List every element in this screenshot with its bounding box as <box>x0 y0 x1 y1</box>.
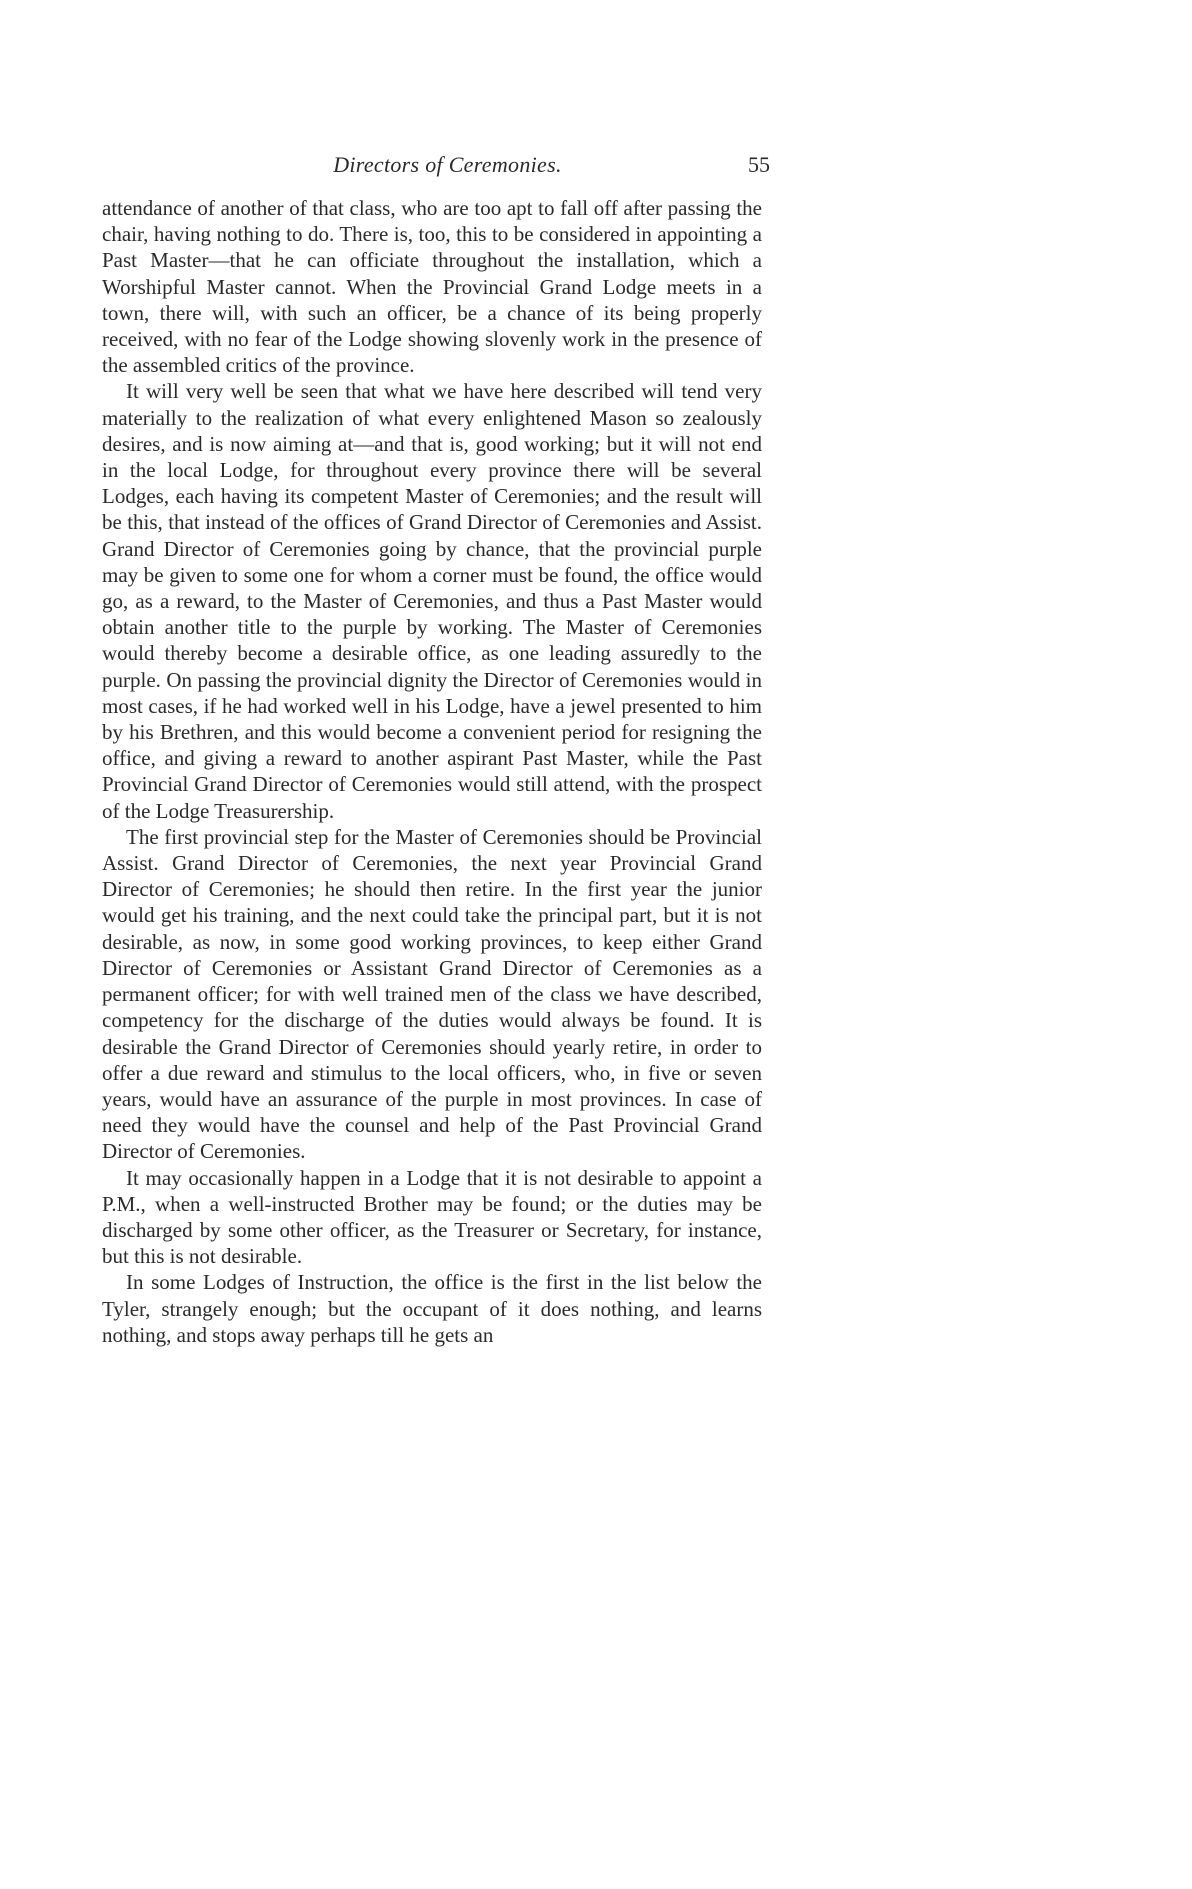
paragraph: In some Lodges of Instruction, the office is the first in the list below the Tyler, strangely enough; but the occupant of it does nothing, and learns nothing, and stops away perhaps till he gets an <box>102 1270 762 1347</box>
paragraph: The first provincial step for the Master of Ceremonies should be Provincial Assist. Grand Director of Ceremonies, the next year Provincial Grand Director of Ceremonies; he should then retire. In the first year the junior would get his training, and the next could take the principal part, but it is not desirable, as now, in some good working provinces, to keep either Grand Director of Ceremonies or Assistant Grand Director of Ceremonies as a permanent officer; for with well trained men of the class we have described, competency for the discharge of the duties would always be found. It is desirable the Grand Director of Ceremonies should yearly retire, in order to offer a due reward and stimulus to the local officers, who, in five or seven years, would have an assurance of the purple in most provinces. In case of need they would have the counsel and help of the Past Provincial Grand Director of Ceremonies. <box>102 824 762 1164</box>
page-number: 55 <box>748 152 770 177</box>
running-title: Directors of Ceremonies. <box>333 152 562 177</box>
page-header <box>125 150 770 180</box>
paragraph: It may occasionally happen in a Lodge that it is not desirable to appoint a P.M., when a well-instructed Brother may be found; or the duties may be discharged by some other officer, as the Treasurer or Secretary, for instance, but this is not desirable. <box>102 1165 762 1269</box>
paragraph: It will very well be seen that what we have here described will tend very materially to the realization of what every enlightened Mason so zealously desires, and is now aiming at—and that is, good working; but it will not end in the local Lodge, for throughout every province there will be several Lodges, each having its competent Master of Ceremonies; and the result will be this, that instead of the offices of Grand Director of Ceremonies and Assist. Grand Director of Ceremonies going by chance, that the provincial purple may be given to some one for whom a corner must be found, the office would go, as a reward, to the Master of Ceremonies, and thus a Past Master would obtain another title to the purple by working. The Master of Ceremonies would thereby become a desirable office, as one leading assuredly to the purple. On passing the provincial dignity the Director of Ceremonies would in most cases, if he had worked well in his Lodge, have a jewel presented to him by his Brethren, and this would become a convenient period for resigning the office, and giving a reward to another aspirant Past Master, while the Past Provincial Grand Director of Ceremonies would still attend, with the prospect of the Lodge Treasurership. <box>102 379 762 823</box>
body-text <box>102 195 762 1415</box>
paragraph: attendance of another of that class, who are too apt to fall off after passing the chair, having nothing to do. There is, too, this to be considered in appointing a Past Master—that he can officiate throughout the installation, which a Worshipful Master cannot. When the Provincial Grand Lodge meets in a town, there will, with such an officer, be a chance of its being properly received, with no fear of the Lodge showing slovenly work in the presence of the assembled critics of the province. <box>102 196 762 378</box>
